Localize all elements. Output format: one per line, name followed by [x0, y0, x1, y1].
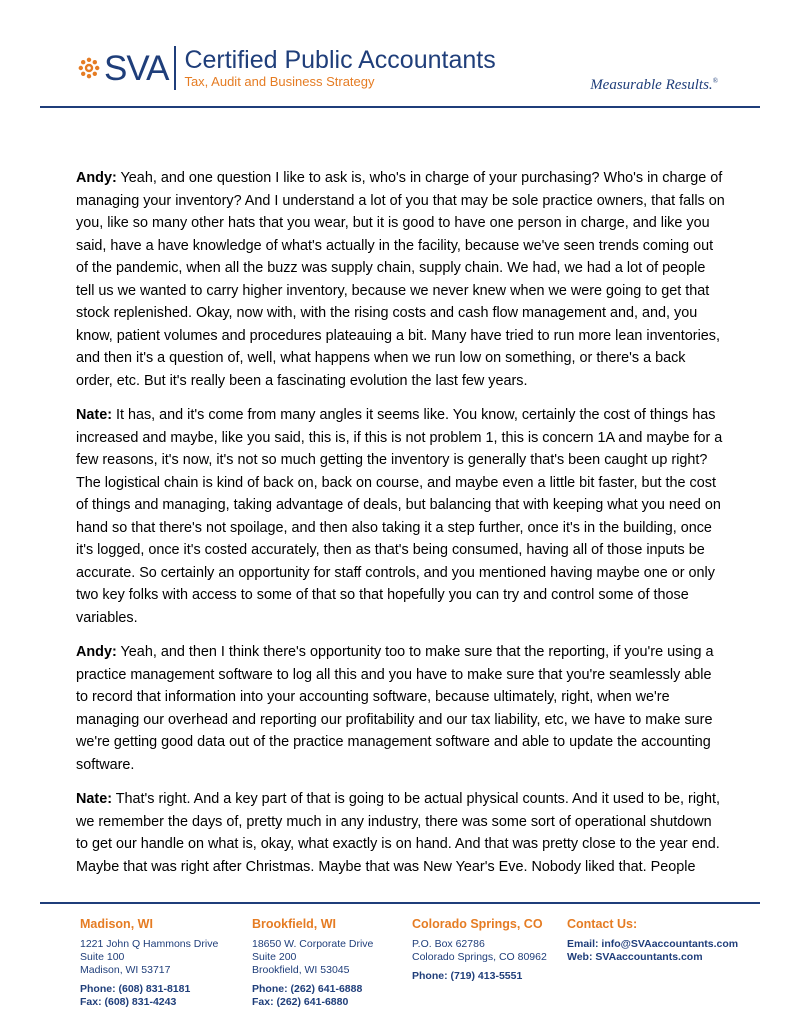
transcript-paragraph	[76, 404, 726, 629]
address-line: Brookfield, WI 53045	[252, 964, 350, 976]
contact-us	[567, 916, 738, 964]
office-brookfield	[252, 916, 373, 1009]
phone-number: Phone: (608) 831-8181	[80, 983, 191, 995]
speaker-name: Andy:	[76, 170, 117, 186]
logo-text: SVA	[104, 48, 169, 88]
header-rule	[40, 106, 760, 108]
transcript-paragraph	[76, 641, 726, 776]
contact-title: Contact Us:	[567, 917, 638, 931]
email-address[interactable]: Email: info@SVAaccountants.com	[567, 938, 739, 950]
address-line: Suite 200	[252, 951, 297, 963]
speaker-name: Nate:	[76, 791, 112, 807]
address-line: 1221 John Q Hammons Drive	[80, 938, 219, 950]
fax-number: Fax: (608) 831-4243	[80, 996, 177, 1008]
office-colorado-springs	[412, 916, 547, 983]
paragraph-text: Yeah, and one question I like to ask is, who's in charge of your purchasing? Who's in charge of managing your inventory? And I understand a lot of you that may be sole practice owners, that falls on you, like so many other hats that you wear, but it is good to have one person in charge, and like you said, have a have knowledge of what's actually in the facility, because we've seen trends coming out of the pandemic, when all the buzz was supply chain, supply chain. We had, we had a lot of people tell us we wanted to carry higher inventory, because we never knew when we were going to get that stock replenished. Okay, now with, with the rising costs and cash flow management and, and, you know, patient volumes and procedures plateauing a bit. Many have tried to run more lean inventories, and then it's a question of, well, what happens when we run low on something, or there's a back order, etc. But it's really been a fascinating evolution the last few years.	[76, 170, 725, 389]
office-title: Brookfield, WI	[252, 917, 337, 931]
office-title: Colorado Springs, CO	[412, 917, 543, 931]
transcript-paragraph	[76, 167, 726, 392]
registered-mark: ®	[712, 77, 718, 85]
slogan-text: Measurable Results.	[590, 77, 713, 93]
slogan	[590, 77, 718, 94]
address-line: Suite 100	[80, 951, 125, 963]
office-madison	[80, 916, 218, 1009]
paragraph-text: That's right. And a key part of that is going to be actual physical counts. And it used to be, right, we remember the days of, pretty much in any industry, there was some sort of operational shutdown to get our handle on what is, okay, what exactly is on hand. And that was pretty close to the year end. Maybe that was right after Christmas. Maybe that was New Year's Eve. Nobody liked that. People	[76, 791, 721, 875]
logo-divider	[174, 46, 176, 90]
footer-rule	[40, 902, 760, 904]
fax-number: Fax: (262) 641-6880	[252, 996, 349, 1008]
sva-logo	[78, 46, 496, 90]
address-line: Colorado Springs, CO 80962	[412, 951, 547, 963]
phone-number: Phone: (719) 413-5551	[412, 970, 523, 982]
address-line: P.O. Box 62786	[412, 938, 485, 950]
office-title: Madison, WI	[80, 917, 153, 931]
transcript-body	[76, 167, 726, 890]
gear-logo-icon	[78, 57, 100, 79]
company-tagline: Tax, Audit and Business Strategy	[184, 74, 375, 89]
phone-number: Phone: (262) 641-6888	[252, 983, 363, 995]
letterhead-header	[0, 0, 800, 110]
address-line: Madison, WI 53717	[80, 964, 171, 976]
company-title: Certified Public Accountants	[184, 46, 496, 74]
address-line: 18650 W. Corporate Drive	[252, 938, 374, 950]
speaker-name: Nate:	[76, 407, 112, 423]
website-link[interactable]: Web: SVAaccountants.com	[567, 951, 703, 963]
paragraph-text: Yeah, and then I think there's opportunity too to make sure that the reporting, if you're using a practice management software to log all this and you have to make sure that you're seamlessly able to record that information into your accounting software, because ultimately, right, when we're managing our overhead and reporting our profitability and our tax liability, etc, we have to make sure we're getting good data out of the practice management software and able to update the accounting software.	[76, 644, 714, 773]
transcript-paragraph	[76, 788, 726, 878]
speaker-name: Andy:	[76, 644, 117, 660]
paragraph-text: It has, and it's come from many angles it seems like. You know, certainly the cost of things has increased and maybe, like you said, this is, if this is not problem 1, this is concern 1A and maybe for a few reasons, it's now, it's not so much getting the inventory is generally that's been caught up right? The logistical chain is kind of back on, back on course, and maybe even a little bit faster, but the cost of things and managing, taking advantage of deals, but balancing that with keeping what you need on hand so that there's not spoilage, and then also taking it a step further, once it's in the building, once it's logged, once it's costed accurately, then as that's being consumed, having all of those inputs be accurate. So certainly an opportunity for staff controls, and you mentioned having maybe one or only two key folks with access to some of that so that hopefully you can try and control some of those variables.	[76, 407, 723, 626]
